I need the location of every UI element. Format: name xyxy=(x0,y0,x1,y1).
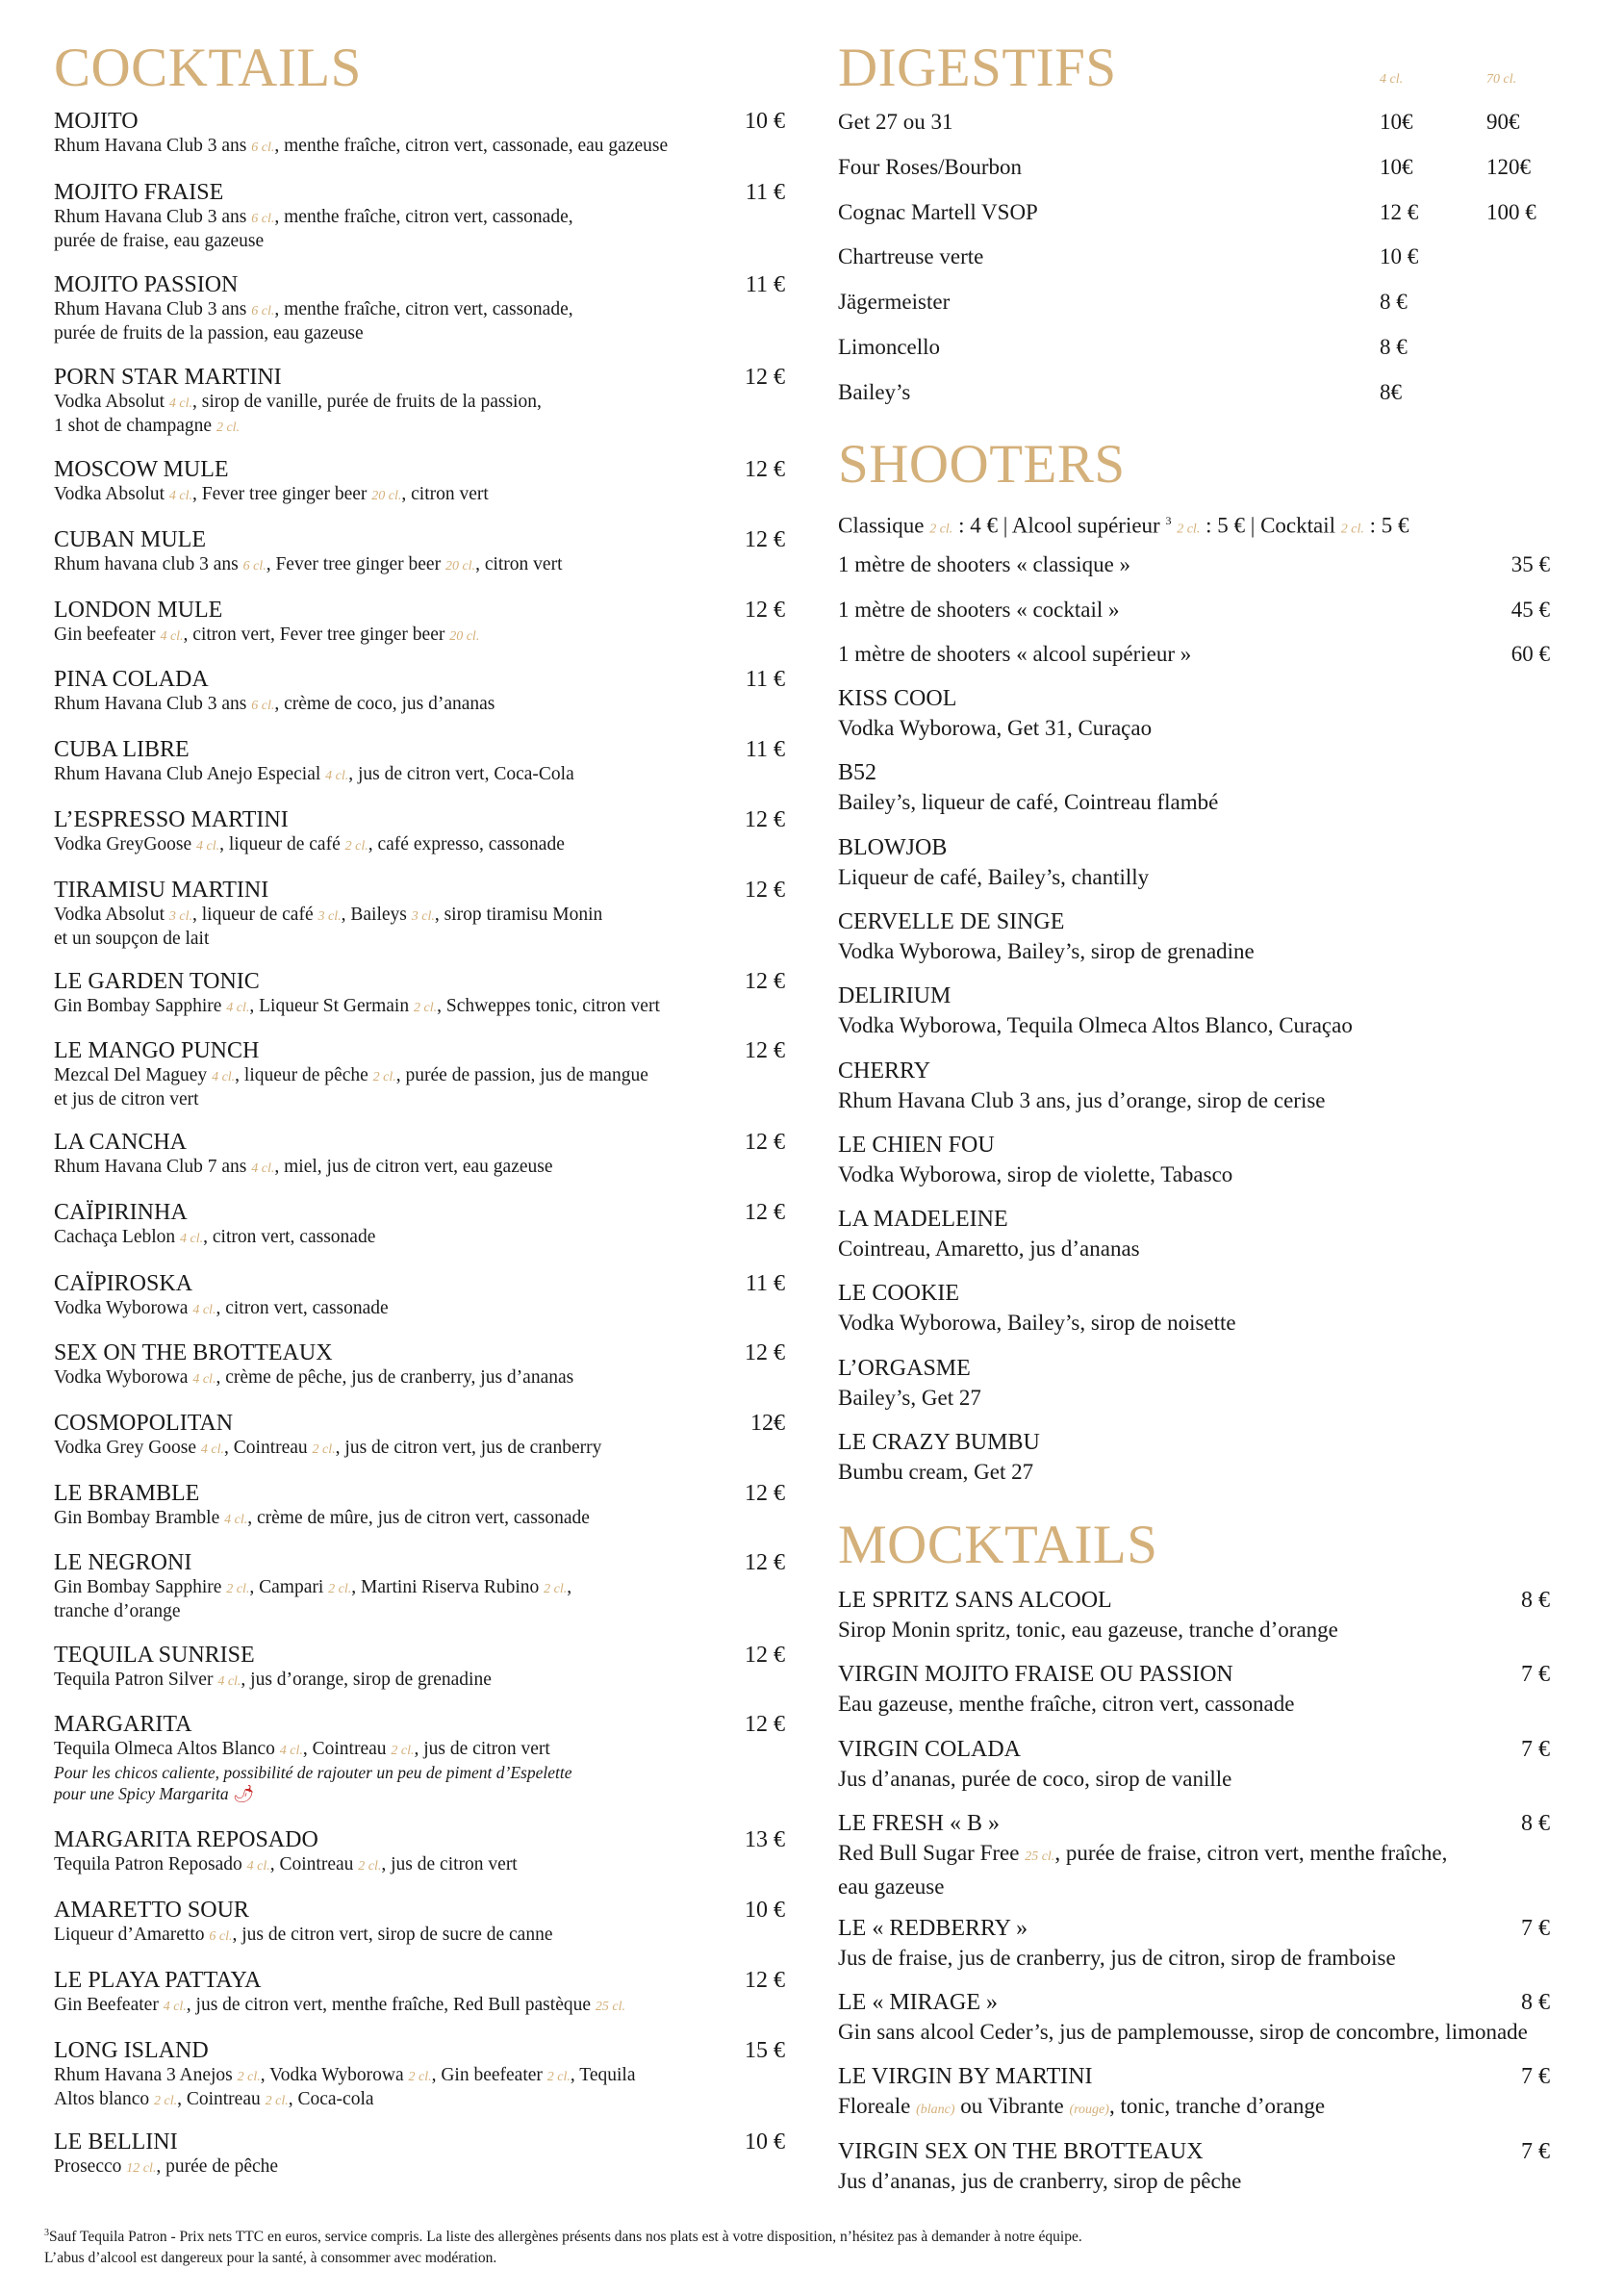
mocktail-item xyxy=(838,1660,1550,1719)
mocktail-price: 8 € xyxy=(1521,1990,1550,2015)
cocktail-name: L’ESPRESSO MARTINI xyxy=(54,807,289,832)
cocktail-name: AMARETTO SOUR xyxy=(54,1898,249,1923)
cocktail-name: CAÏPIRINHA xyxy=(54,1200,188,1225)
volume-label: 2 cl. xyxy=(358,1859,382,1874)
digestif-price-4cl: 12 € xyxy=(1380,199,1419,224)
digestif-row xyxy=(838,289,1550,316)
cocktail-description: Vodka Absolut 4 cl., Fever tree ginger beer 20 cl., citron vert xyxy=(54,484,489,504)
shooter-item xyxy=(838,684,1550,743)
digestif-price-70cl: 100 € xyxy=(1486,199,1536,224)
meter-name: 1 mètre de shooters « cocktail » xyxy=(838,597,1120,622)
volume-label: 6 cl. xyxy=(251,212,275,226)
digestif-price-4cl: 10€ xyxy=(1380,154,1413,179)
cocktail-price: 11 € xyxy=(745,667,785,692)
cocktail-item xyxy=(54,1480,785,1531)
digestif-name: Limoncello xyxy=(838,335,941,359)
mocktail-price: 7 € xyxy=(1521,1662,1550,1687)
digestif-row xyxy=(838,379,1550,406)
cocktail-description: Gin Beefeater 4 cl., jus de citron vert, menthe fraîche, Red Bull pastèque 25 cl. xyxy=(54,1995,625,2015)
footer-line-1 xyxy=(44,2223,1584,2248)
cocktail-price: 12 € xyxy=(745,598,785,623)
cocktail-price: 12 € xyxy=(745,807,785,832)
meter-row xyxy=(838,641,1550,668)
shooters-pricing: Classique 2 cl. : 4 € | Alcool supérieur $^3$ 2 cl. : 5 € | Cocktail 2 cl. : 5 € xyxy=(838,513,1409,538)
digestif-row xyxy=(838,199,1550,226)
digestifs-title: DIGESTIFS xyxy=(838,38,1117,98)
volume-label: 2 cl. xyxy=(237,2070,261,2084)
cocktail-price: 12 € xyxy=(745,1712,785,1737)
volume-label: 20 cl. xyxy=(444,559,476,574)
meter-row xyxy=(838,551,1550,578)
cocktail-item xyxy=(54,736,785,787)
cocktail-name: LE BELLINI xyxy=(54,2129,178,2155)
shooter-name: DELIRIUM xyxy=(838,983,952,1009)
cocktail-item xyxy=(54,1897,785,1948)
mocktail-item xyxy=(838,1809,1550,1901)
volume-label: 2 cl. xyxy=(312,1442,336,1457)
mocktail-name: LE FRESH « B » xyxy=(838,1811,1001,1836)
mocktail-item xyxy=(838,1735,1550,1794)
volume-label: 6 cl. xyxy=(209,1929,233,1944)
mocktail-price: 8 € xyxy=(1521,1811,1550,1836)
cocktail-item xyxy=(54,108,785,159)
shooter-item xyxy=(838,1279,1550,1338)
shooter-name: LE CRAZY BUMBU xyxy=(838,1430,1040,1455)
cocktail-price: 10 € xyxy=(745,109,785,134)
mocktail-description: Sirop Monin spritz, tonic, eau gazeuse, tranche d’orange xyxy=(838,1618,1338,1642)
digestif-price-4cl: 10 € xyxy=(1380,244,1419,269)
shooters-title: SHOOTERS xyxy=(838,434,1126,495)
mocktail-description: Floreale (blanc) ou Vibrante (rouge), tonic, tranche d’orange xyxy=(838,2094,1326,2118)
volume-label: 20 cl. xyxy=(371,489,402,503)
shooter-description: Vodka Wyborowa, Bailey’s, sirop de noisette xyxy=(838,1311,1236,1336)
mocktail-item xyxy=(838,2137,1550,2196)
cocktail-name: LE NEGRONI xyxy=(54,1550,192,1575)
cocktail-price: 12 € xyxy=(745,457,785,482)
cocktail-price: 12 € xyxy=(745,527,785,552)
shooter-item xyxy=(838,1131,1550,1189)
digestif-price-70cl: 90€ xyxy=(1486,110,1520,134)
cocktail-name: MOSCOW MULE xyxy=(54,457,229,482)
cocktail-item xyxy=(54,1711,785,1804)
shooter-description: Liqueur de café, Bailey’s, chantilly xyxy=(838,864,1150,889)
shooter-item xyxy=(838,1057,1550,1115)
cocktail-name: LONDON MULE xyxy=(54,598,223,623)
mocktail-description: Red Bull Sugar Free 25 cl., purée de fraise, citron vert, menthe fraîche, eau gazeuse xyxy=(838,1841,1448,1899)
volume-label: 12 cl. xyxy=(126,2161,157,2176)
cocktail-item xyxy=(54,2037,785,2112)
cocktail-item xyxy=(54,364,785,439)
volume-label: 2 cl. xyxy=(544,1582,568,1596)
mocktail-name: LE « MIRAGE » xyxy=(838,1990,998,2015)
mocktail-price: 8 € xyxy=(1521,1588,1550,1613)
digestif-row xyxy=(838,109,1550,136)
volume-label: 2 cl. xyxy=(413,1001,438,1015)
digestif-row xyxy=(838,154,1550,181)
cocktail-name: CUBAN MULE xyxy=(54,527,207,552)
volume-label: 2 cl. xyxy=(391,1744,415,1758)
volume-label: 6 cl. xyxy=(242,559,266,574)
cocktail-description: Liqueur d’Amaretto 6 cl., jus de citron vert, sirop de sucre de canne xyxy=(54,1925,553,1945)
cocktail-price: 12 € xyxy=(745,1968,785,1993)
volume-label: 3 cl. xyxy=(168,909,193,924)
digestif-price-4cl: 8€ xyxy=(1380,379,1402,404)
cocktail-description: Rhum Havana Club 3 ans 6 cl., menthe fraîche, citron vert, cassonade, eau gazeuse xyxy=(54,136,669,156)
cocktail-description: Mezcal Del Maguey 4 cl., liqueur de pêche 2 cl., purée de passion, jus de mangue et jus de citron vert xyxy=(54,1065,648,1109)
shooter-name: LE COOKIE xyxy=(838,1281,959,1307)
mocktail-description: Gin sans alcool Ceder’s, jus de pamplemousse, sirop de concombre, limonade xyxy=(838,2020,1528,2044)
volume-label: 2 cl. xyxy=(546,2070,571,2084)
mocktail-description: Jus d’ananas, purée de coco, sirop de vanille xyxy=(838,1767,1232,1791)
mocktail-item xyxy=(838,1586,1550,1645)
mocktail-description: Jus d’ananas, jus de cranberry, sirop de pêche xyxy=(838,2169,1242,2193)
digestifs-col-70cl: 70 cl. xyxy=(1486,72,1517,87)
digestif-name: Chartreuse verte xyxy=(838,244,984,269)
volume-label: 2 cl. xyxy=(265,2094,289,2108)
cocktail-name: LA CANCHA xyxy=(54,1130,188,1155)
cocktail-item xyxy=(54,1199,785,1250)
mocktail-item xyxy=(838,1988,1550,2047)
shooter-description: Cointreau, Amaretto, jus d’ananas xyxy=(838,1237,1140,1262)
mocktail-item xyxy=(838,1914,1550,1973)
shooter-item xyxy=(838,982,1550,1040)
cocktails-title: COCKTAILS xyxy=(54,38,362,98)
cocktail-price: 12€ xyxy=(750,1411,785,1436)
cocktail-item xyxy=(54,806,785,857)
cocktail-description: Vodka Wyborowa 4 cl., crème de pêche, jus de cranberry, jus d’ananas xyxy=(54,1367,574,1388)
cocktail-description: Rhum Havana Club 7 ans 4 cl., miel, jus de citron vert, eau gazeuse xyxy=(54,1157,553,1177)
cocktail-price: 15 € xyxy=(745,2038,785,2063)
superscript: 3 xyxy=(1165,514,1172,527)
volume-label: 4 cl. xyxy=(160,629,184,644)
volume-label: 2 cl. xyxy=(1177,522,1201,537)
digestif-price-4cl: 10€ xyxy=(1380,110,1413,134)
shooter-item xyxy=(838,907,1550,966)
cocktail-item xyxy=(54,1826,785,1877)
volume-label: 4 cl. xyxy=(226,1001,250,1015)
cocktail-name: LE BRAMBLE xyxy=(54,1481,200,1506)
shooter-item xyxy=(838,758,1550,817)
cocktail-description: Gin Bombay Sapphire 4 cl., Liqueur St Germain 2 cl., Schweppes tonic, citron vert xyxy=(54,996,660,1016)
cocktail-item xyxy=(54,526,785,577)
cocktail-item xyxy=(54,1549,785,1622)
cocktail-item xyxy=(54,456,785,507)
cocktail-price: 10 € xyxy=(745,1898,785,1923)
volume-label: 4 cl. xyxy=(200,1442,225,1457)
cocktail-item xyxy=(54,597,785,648)
cocktail-description: Rhum Havana Club 3 ans 6 cl., crème de coco, jus d’ananas xyxy=(54,694,495,714)
cocktail-name: SEX ON THE BROTTEAUX xyxy=(54,1340,333,1365)
digestif-name: Cognac Martell VSOP xyxy=(838,199,1038,224)
digestif-price-4cl: 8 € xyxy=(1380,335,1408,359)
volume-label: 20 cl. xyxy=(449,629,480,644)
cocktail-description: Gin Bombay Sapphire 2 cl., Campari 2 cl., Martini Riserva Rubino 2 cl., tranche d’orange xyxy=(54,1577,572,1621)
mocktail-description: Eau gazeuse, menthe fraîche, citron vert, cassonade xyxy=(838,1692,1295,1716)
chili-pepper-icon: 🌶 xyxy=(233,1784,255,1803)
digestif-row xyxy=(838,334,1550,361)
digestif-row xyxy=(838,243,1550,270)
volume-label: 4 cl. xyxy=(168,489,193,503)
shooter-description: Bumbu cream, Get 27 xyxy=(838,1460,1034,1484)
cocktail-price: 12 € xyxy=(745,969,785,994)
cocktail-item xyxy=(54,1967,785,2018)
cocktail-item xyxy=(54,2129,785,2180)
mocktail-name: LE VIRGIN BY MARTINI xyxy=(838,2064,1093,2089)
cocktail-name: PINA COLADA xyxy=(54,667,209,692)
cocktail-price: 11 € xyxy=(745,180,785,205)
shooter-description: Vodka Wyborowa, Get 31, Curaçao xyxy=(838,716,1153,740)
cocktail-description: Cachaça Leblon 4 cl., citron vert, cassonade xyxy=(54,1227,376,1247)
shooter-description: Bailey’s, Get 27 xyxy=(838,1385,981,1410)
digestif-name: Get 27 ou 31 xyxy=(838,110,953,134)
footer-line-1-text: Sauf Tequila Patron - Prix nets TTC en euros, service compris. La liste des allergènes présents dans nos plats est à votre disposition, n’hésitez pas à demander à notre équipe. xyxy=(49,2229,1082,2246)
cocktail-price: 10 € xyxy=(745,2129,785,2155)
shooter-description: Bailey’s, liqueur de café, Cointreau flambé xyxy=(838,790,1219,815)
mocktail-name: VIRGIN COLADA xyxy=(838,1737,1021,1762)
cocktail-description: Vodka Wyborowa 4 cl., citron vert, cassonade xyxy=(54,1298,389,1318)
mocktail-name: VIRGIN MOJITO FRAISE OU PASSION xyxy=(838,1662,1233,1687)
shooter-item xyxy=(838,833,1550,892)
cocktail-description: Tequila Patron Silver 4 cl., jus d’orange, sirop de grenadine xyxy=(54,1670,492,1690)
volume-label: 2 cl. xyxy=(153,2094,178,2108)
mocktail-description: Jus de fraise, jus de cranberry, jus de citron, sirop de framboise xyxy=(838,1946,1396,1970)
cocktail-name: LE GARDEN TONIC xyxy=(54,969,260,994)
cocktail-price: 12 € xyxy=(745,1550,785,1575)
cocktail-price: 11 € xyxy=(745,1271,785,1296)
volume-label: 4 cl. xyxy=(196,839,220,854)
cocktail-name: PORN STAR MARTINI xyxy=(54,365,282,390)
volume-label: 4 cl. xyxy=(192,1372,216,1387)
cocktail-price: 12 € xyxy=(745,1200,785,1225)
cocktail-item xyxy=(54,271,785,344)
volume-label: 4 cl. xyxy=(246,1859,270,1874)
cocktail-price: 11 € xyxy=(745,737,785,762)
digestif-name: Jägermeister xyxy=(838,290,951,315)
cocktail-name: CAÏPIROSKA xyxy=(54,1271,193,1296)
cocktail-name: LE PLAYA PATTAYA xyxy=(54,1968,262,1993)
meter-name: 1 mètre de shooters « classique » xyxy=(838,552,1131,576)
cocktail-item xyxy=(54,1129,785,1180)
mocktail-item xyxy=(838,2062,1550,2125)
shooter-name: B52 xyxy=(838,760,877,786)
cocktail-description: Rhum havana club 3 ans 6 cl., Fever tree ginger beer 20 cl., citron vert xyxy=(54,554,563,574)
volume-label: (blanc) xyxy=(916,2103,955,2117)
digestif-name: Four Roses/Bourbon xyxy=(838,154,1023,179)
cocktail-description: Vodka Grey Goose 4 cl., Cointreau 2 cl., jus de citron vert, jus de cranberry xyxy=(54,1438,602,1458)
cocktail-description: Gin beefeater 4 cl., citron vert, Fever tree ginger beer 20 cl. xyxy=(54,625,480,645)
volume-label: 4 cl. xyxy=(279,1744,303,1758)
volume-label: 4 cl. xyxy=(168,396,193,411)
cocktail-price: 12 € xyxy=(745,878,785,903)
shooter-item xyxy=(838,1205,1550,1263)
mocktail-price: 7 € xyxy=(1521,1737,1550,1762)
footer-sup: 3 xyxy=(44,2228,49,2238)
cocktail-item xyxy=(54,1642,785,1693)
meter-price: 35 € xyxy=(1510,552,1550,576)
cocktail-item xyxy=(54,1037,785,1110)
volume-label: 6 cl. xyxy=(251,699,275,713)
mocktail-price: 7 € xyxy=(1521,2139,1550,2164)
cocktail-price: 12 € xyxy=(745,1481,785,1506)
volume-label: 4 cl. xyxy=(212,1070,236,1084)
digestifs-col-4cl: 4 cl. xyxy=(1380,72,1404,87)
volume-label: 2 cl. xyxy=(408,2070,432,2084)
cocktail-name: COSMOPOLITAN xyxy=(54,1411,234,1436)
shooter-name: CERVELLE DE SINGE xyxy=(838,908,1065,934)
cocktail-item xyxy=(54,877,785,950)
cocktail-name: LONG ISLAND xyxy=(54,2038,209,2063)
cocktail-description: Vodka GreyGoose 4 cl., liqueur de café 2 cl., café expresso, cassonade xyxy=(54,834,565,854)
volume-label: 2 cl. xyxy=(226,1582,250,1596)
cocktail-name: MOJITO xyxy=(54,109,139,134)
volume-label: 2 cl. xyxy=(328,1582,352,1596)
volume-label: 25 cl. xyxy=(595,2000,625,2014)
volume-label: 3 cl. xyxy=(411,909,435,924)
cocktail-description: Tequila Patron Reposado 4 cl., Cointreau 2 cl., jus de citron vert xyxy=(54,1854,518,1874)
cocktail-name: MARGARITA REPOSADO xyxy=(54,1827,318,1852)
cocktail-price: 12 € xyxy=(745,1643,785,1668)
cocktail-item xyxy=(54,666,785,717)
mocktails-title: MOCKTAILS xyxy=(838,1515,1158,1575)
shooter-description: Vodka Wyborowa, sirop de violette, Tabasco xyxy=(838,1161,1233,1186)
meter-name: 1 mètre de shooters « alcool supérieur » xyxy=(838,642,1192,666)
volume-label: 6 cl. xyxy=(251,140,275,155)
footer-note xyxy=(44,2223,1584,2269)
mocktail-price: 7 € xyxy=(1521,2064,1550,2089)
shooter-description: Vodka Wyborowa, Bailey’s, sirop de grenadine xyxy=(838,938,1255,963)
cocktail-description: Gin Bombay Bramble 4 cl., crème de mûre, jus de citron vert, cassonade xyxy=(54,1508,590,1528)
cocktail-name: LE MANGO PUNCH xyxy=(54,1038,260,1063)
mocktail-name: LE « REDBERRY » xyxy=(838,1916,1028,1941)
cocktail-name: TEQUILA SUNRISE xyxy=(54,1643,255,1668)
cocktail-price: 13 € xyxy=(745,1827,785,1852)
footer-line-2: L’abus d’alcool est dangereux pour la santé, à consommer avec modération. xyxy=(44,2250,497,2267)
cocktail-price: 12 € xyxy=(745,1130,785,1155)
shooter-name: LA MADELEINE xyxy=(838,1207,1008,1233)
volume-label: 2 cl. xyxy=(1340,522,1364,537)
shooter-name: L’ORGASME xyxy=(838,1355,971,1381)
shooter-name: LE CHIEN FOU xyxy=(838,1132,995,1158)
meter-price: 45 € xyxy=(1510,597,1550,622)
volume-label: 2 cl. xyxy=(929,522,953,537)
cocktail-name: MOJITO PASSION xyxy=(54,272,239,297)
cocktail-item xyxy=(54,179,785,252)
volume-label: 4 cl. xyxy=(224,1513,248,1527)
cocktail-item xyxy=(54,1410,785,1461)
digestif-name: Bailey’s xyxy=(838,379,911,404)
shooter-description: Rhum Havana Club 3 ans, jus d’orange, sirop de cerise xyxy=(838,1087,1326,1112)
volume-label: 25 cl. xyxy=(1025,1849,1055,1864)
cocktail-description: Rhum Havana Club Anejo Especial 4 cl., jus de citron vert, Coca-Cola xyxy=(54,764,574,784)
volume-label: 4 cl. xyxy=(163,2000,187,2014)
cocktail-description: Vodka Absolut 3 cl., liqueur de café 3 cl., Baileys 3 cl., sirop tiramisu Monin et un soupçon de lait xyxy=(54,905,603,949)
mocktail-price: 7 € xyxy=(1521,1916,1550,1941)
mocktail-name: VIRGIN SEX ON THE BROTTEAUX xyxy=(838,2139,1204,2164)
cocktail-description: Rhum Havana Club 3 ans 6 cl., menthe fraîche, citron vert, cassonade, purée de fraise, eau gazeuse xyxy=(54,207,573,251)
cocktail-price: 12 € xyxy=(745,1340,785,1365)
meter-row xyxy=(838,597,1550,624)
volume-label: 2 cl. xyxy=(372,1070,396,1084)
volume-label: 4 cl. xyxy=(192,1303,216,1317)
shooter-item xyxy=(838,1428,1550,1487)
cocktail-description: Rhum Havana Club 3 ans 6 cl., menthe fraîche, citron vert, cassonade, purée de fruits de la passion, eau gazeuse xyxy=(54,299,573,344)
volume-label: 4 cl. xyxy=(251,1161,275,1176)
cocktail-price: 12 € xyxy=(745,365,785,390)
volume-label: (rouge) xyxy=(1069,2103,1109,2117)
cocktail-description: Vodka Absolut 4 cl., sirop de vanille, purée de fruits de la passion, 1 shot de champagne 2 cl. xyxy=(54,392,542,436)
shooter-description: Vodka Wyborowa, Tequila Olmeca Altos Blanco, Curaçao xyxy=(838,1013,1353,1038)
mocktail-name: LE SPRITZ SANS ALCOOL xyxy=(838,1588,1112,1613)
digestif-price-4cl: 8 € xyxy=(1380,290,1408,315)
cocktail-name: MOJITO FRAISE xyxy=(54,180,224,205)
cocktail-price: 12 € xyxy=(745,1038,785,1063)
volume-label: 4 cl. xyxy=(325,769,349,783)
cocktail-description: Prosecco 12 cl., purée de pêche xyxy=(54,2156,279,2177)
meter-price: 60 € xyxy=(1510,642,1550,666)
cocktail-item xyxy=(54,968,785,1019)
volume-label: 4 cl. xyxy=(180,1232,204,1246)
cocktail-item xyxy=(54,1270,785,1321)
cocktail-name: CUBA LIBRE xyxy=(54,737,190,762)
volume-label: 3 cl. xyxy=(317,909,342,924)
cocktail-description: Rhum Havana 3 Anejos 2 cl., Vodka Wyborowa 2 cl., Gin beefeater 2 cl., Tequila Altos blanco 2 cl., Cointreau 2 cl., Coca-cola xyxy=(54,2065,636,2109)
cocktail-note: Pour les chicos caliente, possibilité de rajouter un peu de piment d’Espelette pour une Spicy Margarita 🌶 xyxy=(54,1763,572,1803)
cocktail-name: TIRAMISU MARTINI xyxy=(54,878,269,903)
shooter-name: CHERRY xyxy=(838,1058,931,1084)
cocktail-description: Tequila Olmeca Altos Blanco 4 cl., Cointreau 2 cl., jus de citron vert xyxy=(54,1739,550,1759)
volume-label: 4 cl. xyxy=(217,1674,241,1689)
cocktail-price: 11 € xyxy=(745,272,785,297)
volume-label: 2 cl. xyxy=(344,839,368,854)
cocktail-name: MARGARITA xyxy=(54,1712,192,1737)
volume-label: 2 cl. xyxy=(216,421,241,435)
shooter-name: KISS COOL xyxy=(838,686,957,711)
shooter-item xyxy=(838,1354,1550,1413)
digestif-price-70cl: 120€ xyxy=(1486,154,1531,179)
cocktail-item xyxy=(54,1339,785,1390)
volume-label: 6 cl. xyxy=(251,304,275,319)
shooter-name: BLOWJOB xyxy=(838,834,948,860)
